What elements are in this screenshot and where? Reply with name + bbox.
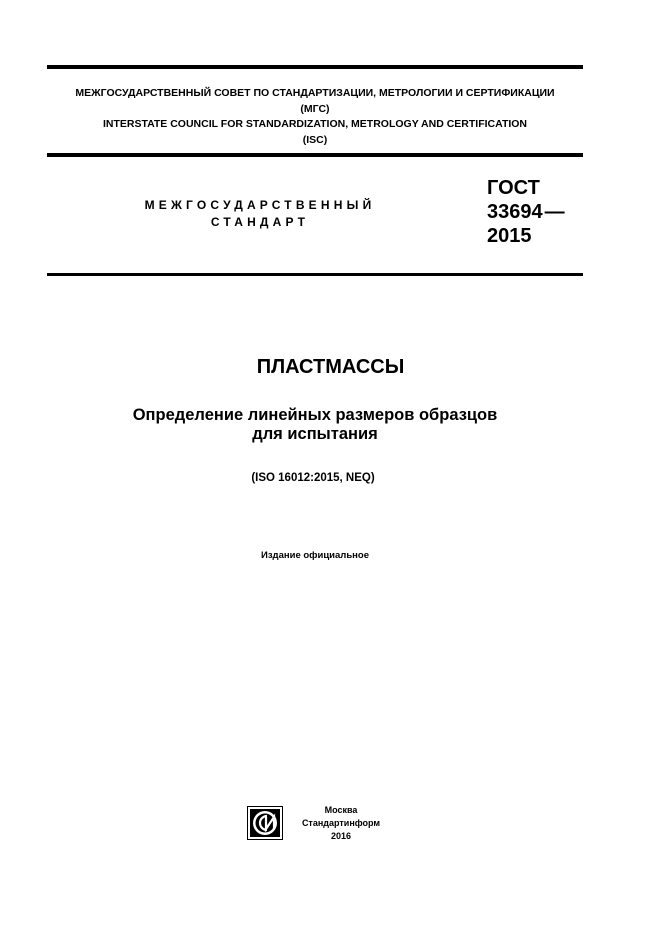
council-abbr-en: (ISC) xyxy=(302,133,328,146)
designation-dash: — xyxy=(544,201,565,223)
council-abbr-ru: (МГС) xyxy=(300,102,330,115)
designation-year: 2015 xyxy=(487,225,532,247)
top-rule xyxy=(47,65,583,69)
publisher-name: Стандартинформ xyxy=(301,818,381,828)
standard-type xyxy=(110,197,410,231)
iso-reference: (ISO 16012:2015, NEQ) xyxy=(251,472,375,484)
subtitle-line2: для испытания xyxy=(252,425,378,443)
publisher-year: 2016 xyxy=(330,831,352,841)
document-subtitle xyxy=(0,406,630,444)
standartinform-logo-icon xyxy=(247,806,283,840)
publisher-block xyxy=(291,804,391,843)
publisher-city: Москва xyxy=(324,805,358,815)
designation-prefix: ГОСТ xyxy=(487,177,540,199)
subtitle-line1: Определение линейных размеров образцов xyxy=(132,406,498,424)
standard-type-line2: СТАНДАРТ xyxy=(210,215,310,229)
designation-number: 33694 xyxy=(487,201,543,223)
council-header xyxy=(47,86,583,148)
header-bottom-rule xyxy=(47,153,583,157)
document-title: ПЛАСТМАССЫ xyxy=(256,356,405,378)
council-name-en: INTERSTATE COUNCIL FOR STANDARDIZATION, METROLOGY AND CERTIFICATION xyxy=(102,118,528,130)
council-name-ru: МЕЖГОСУДАРСТВЕННЫЙ СОВЕТ ПО СТАНДАРТИЗАЦИИ, МЕТРОЛОГИИ И СЕРТИФИКАЦИИ xyxy=(75,87,555,99)
designation-number-line xyxy=(487,200,565,224)
designation-bottom-rule xyxy=(47,273,583,276)
standard-designation xyxy=(487,176,565,248)
standard-type-line1: МЕЖГОСУДАРСТВЕННЫЙ xyxy=(144,198,376,212)
edition-note: Издание официальное xyxy=(261,550,369,561)
